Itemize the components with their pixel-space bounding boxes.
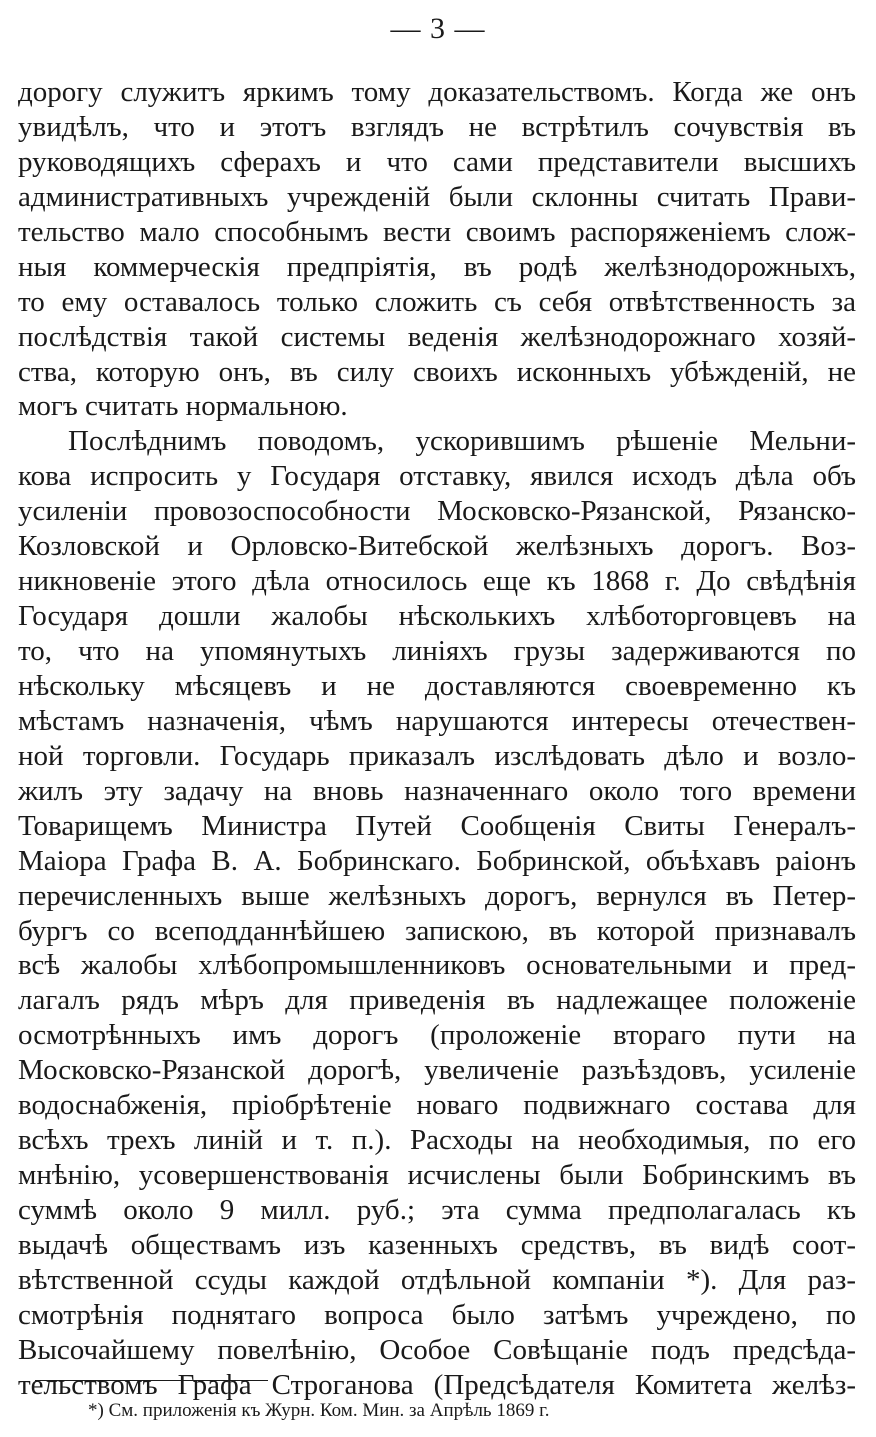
text-line: Козловской и Орловско-Витебской желѣзныхъ дорогъ. Воз- bbox=[18, 530, 856, 563]
text-line: Государя дошли жалобы нѣсколькихъ хлѣботорговцевъ на bbox=[18, 600, 856, 633]
text-line: кова испросить у Государя отставку, явился исходъ дѣла объ bbox=[18, 460, 856, 493]
text-line: всѣхъ трехъ линій и т. п.). Расходы на необходимыя, по его bbox=[18, 1124, 856, 1157]
footnote-divider bbox=[35, 1380, 268, 1381]
text-line: то ему оставалось только сложить съ себя отвѣтственность за bbox=[18, 285, 856, 318]
text-line: увидѣлъ, что и этотъ взглядъ не встрѣтилъ сочувствія въ bbox=[18, 110, 856, 143]
text-line: Товарищемъ Министра Путей Сообщенія Свиты Генералъ- bbox=[18, 809, 856, 842]
text-line: административныхъ учрежденій были склонны считать Прави- bbox=[18, 180, 856, 213]
text-line: могъ считать нормальною. bbox=[18, 390, 348, 423]
text-line: осмотрѣнныхъ имъ дорогъ (проложеніе втораго пути на bbox=[18, 1019, 856, 1052]
text-line: Московско-Рязанской дорогѣ, увеличеніе разъѣздовъ, усиленіе bbox=[18, 1054, 856, 1087]
page-number: — 3 — bbox=[390, 12, 486, 45]
paragraph-1 bbox=[18, 75, 856, 424]
text-line: Маіора Графа В. А. Бобринскаго. Бобринской, объѣхавъ раіонъ bbox=[18, 844, 856, 877]
text-line: вѣтственной ссуды каждой отдѣльной компаніи *). Для раз- bbox=[18, 1263, 856, 1296]
text-line: лагалъ рядъ мѣръ для приведенія въ надлежащее положеніе bbox=[18, 984, 856, 1017]
text-line: перечисленныхъ выше желѣзныхъ дорогъ, вернулся въ Петер- bbox=[18, 879, 856, 912]
text-line: водоснабженія, пріобрѣтеніе новаго подвижнаго состава для bbox=[18, 1089, 856, 1122]
footnote: *) См. приложенія къ Журн. Ком. Мин. за Апрѣль 1869 г. bbox=[88, 1400, 550, 1421]
body-text bbox=[18, 75, 856, 1403]
text-line: усиленіи провозоспособности Московско-Рязанской, Рязанско- bbox=[18, 495, 856, 528]
text-line: руководящихъ сферахъ и что сами представители высшихъ bbox=[18, 145, 856, 178]
text-line: тельство мало способнымъ вести своимъ распоряженіемъ слож- bbox=[18, 215, 856, 248]
text-line: смотрѣнія поднятаго вопроса было затѣмъ учреждено, по bbox=[18, 1298, 856, 1331]
text-line: суммѣ около 9 милл. руб.; эта сумма предполагалась къ bbox=[18, 1194, 856, 1226]
text-line: никновеніе этого дѣла относилось еще къ 1868 г. До свѣдѣнія bbox=[18, 565, 856, 598]
text-line: Послѣднимъ поводомъ, ускорившимъ рѣшеніе Мельни- bbox=[68, 425, 856, 458]
text-line: ства, которую онъ, въ силу своихъ исконныхъ убѣжденій, не bbox=[18, 355, 856, 388]
text-line: послѣдствія такой системы веденія желѣзнодорожнаго хозяй- bbox=[18, 320, 856, 353]
text-line: выдачѣ обществамъ изъ казенныхъ средствъ, въ видѣ соот- bbox=[18, 1228, 856, 1261]
text-line: ной торговли. Государь приказалъ изслѣдовать дѣло и возло- bbox=[18, 739, 856, 772]
text-line: бургъ со всеподданнѣйшею запискою, въ которой признавалъ bbox=[18, 914, 856, 947]
text-line: всѣ жалобы хлѣбопромышленниковъ основательными и пред- bbox=[18, 949, 856, 982]
text-line: мнѣнію, усовершенствованія исчислены были Бобринскимъ въ bbox=[18, 1159, 856, 1192]
text-line: Высочайшему повелѣнію, Особое Совѣщаніе подъ предсѣда- bbox=[18, 1333, 856, 1366]
text-line: нѣскольку мѣсяцевъ и не доставляются своевременно къ bbox=[18, 669, 856, 702]
text-line: жилъ эту задачу на вновь назначеннаго около того времени bbox=[18, 774, 856, 807]
text-line: тельствомъ Графа Строганова (Предсѣдателя Комитета желѣз- bbox=[18, 1368, 856, 1401]
text-line: ныя коммерческія предпріятія, въ родѣ желѣзнодорожныхъ, bbox=[18, 250, 856, 283]
text-line: то, что на упомянутыхъ линіяхъ грузы задерживаются по bbox=[18, 635, 856, 667]
paragraph-2 bbox=[18, 424, 856, 1402]
text-line: дорогу служитъ яркимъ тому доказательствомъ. Когда же онъ bbox=[18, 76, 856, 108]
text-line: мѣстамъ назначенія, чѣмъ нарушаются интересы отечествен- bbox=[18, 704, 856, 737]
